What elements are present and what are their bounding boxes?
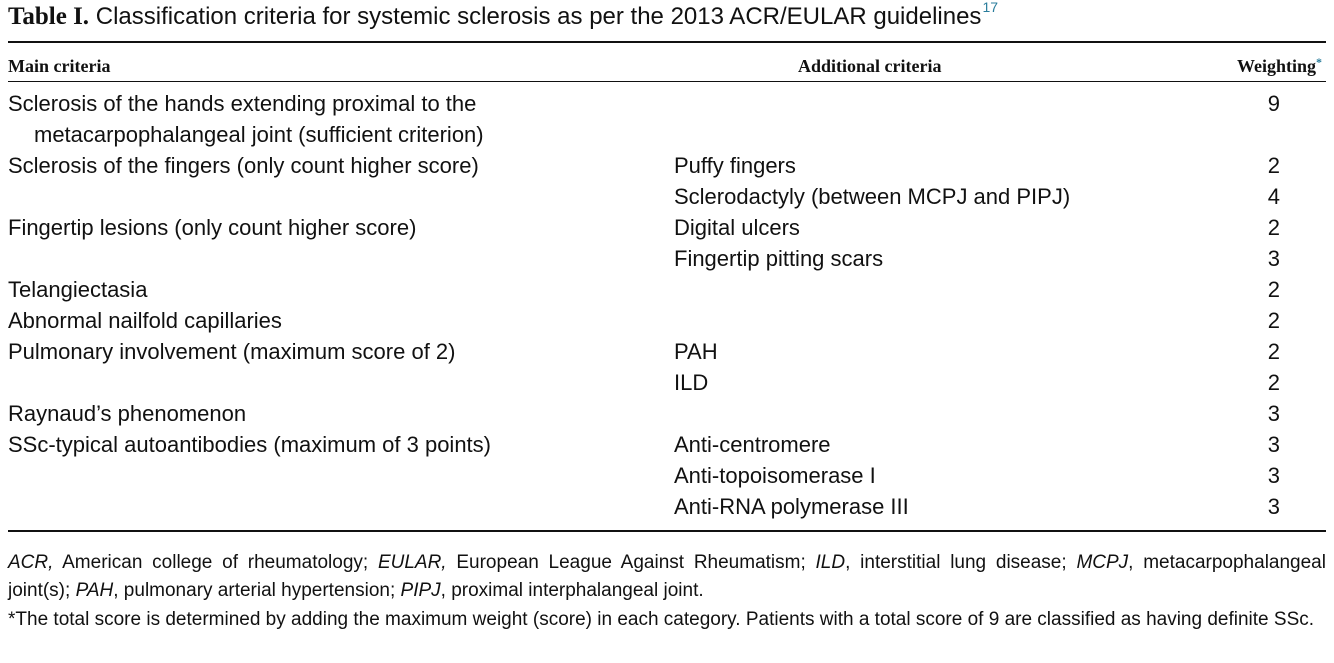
main-criterion-text: SSc-typical autoantibodies (maximum of 3 points) bbox=[8, 432, 491, 457]
additional-criterion-cell: Anti-topoisomerase I bbox=[674, 463, 876, 488]
header-weighting-label: Weighting bbox=[1236, 56, 1316, 76]
table-caption bbox=[8, 2, 998, 32]
abbreviation-term: MCPJ bbox=[1076, 552, 1129, 573]
weighting-cell: 3 bbox=[1267, 494, 1280, 519]
table-label: Table I. bbox=[8, 3, 90, 30]
main-criterion-cell bbox=[8, 398, 246, 429]
weighting-cell: 2 bbox=[1267, 215, 1280, 240]
weighting-cell: 4 bbox=[1267, 184, 1280, 209]
weighting-cell: 2 bbox=[1267, 277, 1280, 302]
weighting-cell: 2 bbox=[1267, 370, 1280, 395]
weighting-cell: 3 bbox=[1267, 246, 1280, 271]
main-criterion-continuation: metacarpophalangeal joint (sufficient criterion) bbox=[34, 122, 484, 147]
abbreviation-definition: , metacarpophalangeal joint(s); bbox=[8, 552, 1332, 601]
weighting-cell: 2 bbox=[1267, 308, 1280, 333]
bottom-rule bbox=[8, 530, 1326, 532]
abbreviation-term: ILD bbox=[815, 552, 846, 573]
abbreviation-term: PAH bbox=[75, 580, 114, 601]
additional-criterion-cell: PAH bbox=[674, 339, 718, 364]
main-criterion-cell bbox=[8, 212, 416, 243]
weighting-cell: 3 bbox=[1267, 401, 1280, 426]
abbreviation-definition: , interstitial lung disease; bbox=[845, 552, 1077, 573]
main-criterion-cell bbox=[8, 429, 491, 460]
weighting-cell: 3 bbox=[1267, 432, 1280, 457]
header-rule bbox=[8, 81, 1326, 82]
weighting-cell: 3 bbox=[1267, 463, 1280, 488]
abbreviation-term: ACR, bbox=[8, 552, 54, 573]
main-criterion-text: Sclerosis of the hands extending proximal to the bbox=[8, 91, 477, 116]
additional-criterion-cell: Digital ulcers bbox=[674, 215, 800, 240]
main-criterion-text: Fingertip lesions (only count higher score) bbox=[8, 215, 417, 240]
reference-link[interactable]: 17 bbox=[982, 0, 999, 15]
additional-criterion-cell: Puffy fingers bbox=[674, 153, 796, 178]
top-rule bbox=[8, 41, 1326, 43]
additional-criterion-cell: Anti-RNA polymerase III bbox=[674, 494, 909, 519]
main-criterion-cell bbox=[8, 305, 282, 336]
weighting-footnote: *The total score is determined by adding the maximum weight (score) in each category. Patients with a total score of 9 are classified as having definite SSc. bbox=[8, 609, 1315, 630]
additional-criterion-cell: Anti-centromere bbox=[674, 432, 831, 457]
weighting-cell: 2 bbox=[1267, 153, 1280, 178]
main-criterion-cell bbox=[8, 88, 484, 150]
main-criterion-cell bbox=[8, 150, 479, 181]
main-criterion-text: Raynaud’s phenomenon bbox=[8, 401, 247, 426]
table-title: Classification criteria for systemic sclerosis as per the 2013 ACR/EULAR guidelines bbox=[95, 3, 982, 30]
main-criterion-text: Sclerosis of the fingers (only count higher score) bbox=[8, 153, 479, 178]
additional-criterion-cell: Fingertip pitting scars bbox=[674, 246, 884, 271]
header-main-criteria: Main criteria bbox=[8, 56, 111, 76]
weighting-cell: 9 bbox=[1267, 91, 1280, 116]
additional-criterion-cell: ILD bbox=[674, 370, 709, 395]
abbreviation-definition: , pulmonary arterial hypertension; bbox=[113, 580, 401, 601]
abbreviation-definition: , proximal interphalangeal joint. bbox=[440, 580, 704, 601]
abbreviation-term: PIPJ bbox=[400, 580, 441, 601]
abbreviation-definition: European League Against Rheumatism; bbox=[446, 552, 816, 573]
abbreviations-footnote bbox=[8, 549, 1332, 605]
header-additional-criteria: Additional criteria bbox=[798, 56, 942, 76]
main-criterion-text: Abnormal nailfold capillaries bbox=[8, 308, 282, 333]
weighting-cell: 2 bbox=[1267, 339, 1280, 364]
main-criterion-text: Telangiectasia bbox=[8, 277, 148, 302]
main-criterion-text: Pulmonary involvement (maximum score of 2) bbox=[8, 339, 456, 364]
additional-criterion-cell: Sclerodactyly (between MCPJ and PIPJ) bbox=[674, 184, 1071, 209]
header-weighting bbox=[1237, 55, 1322, 77]
main-criterion-cell bbox=[8, 274, 147, 305]
footnote-marker[interactable]: * bbox=[1316, 55, 1322, 69]
main-criterion-cell bbox=[8, 336, 455, 367]
abbreviation-term: EULAR, bbox=[377, 552, 447, 573]
abbreviation-definition: American college of rheumatology; bbox=[53, 552, 378, 573]
